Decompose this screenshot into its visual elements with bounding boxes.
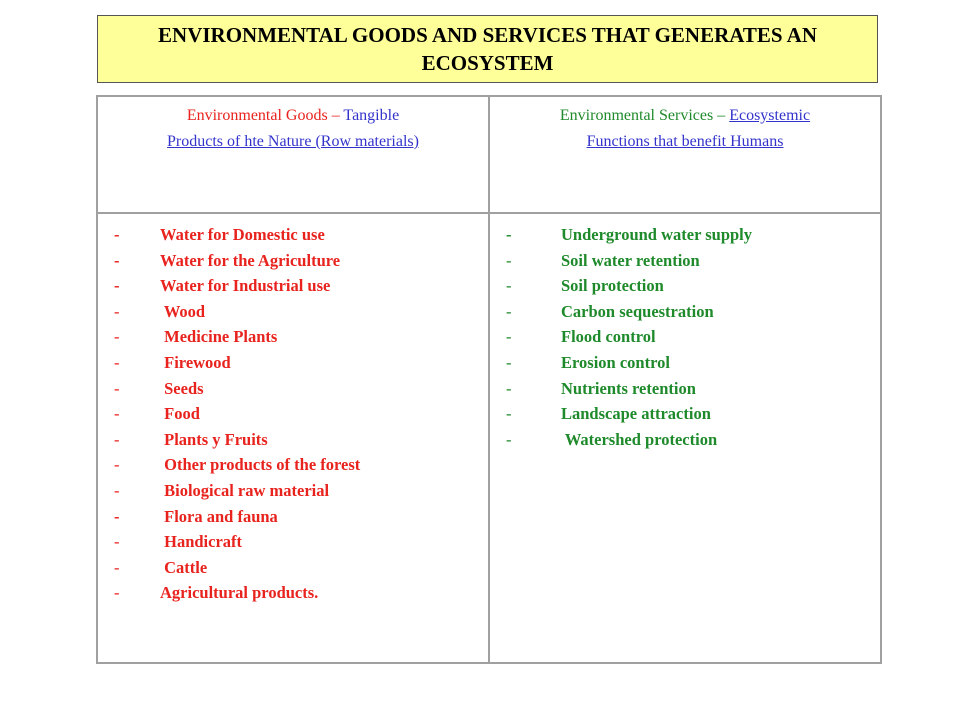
title-box	[97, 15, 878, 83]
goods-list-item	[114, 324, 488, 350]
goods-header-subtitle: Products of hte Nature (Row materials)	[167, 133, 419, 150]
goods-item-text: Water for Industrial use	[160, 276, 331, 296]
goods-list-item	[114, 504, 488, 530]
bullet-dash: -	[114, 480, 120, 500]
goods-item-text: Cattle	[160, 557, 208, 577]
goods-list-item	[114, 248, 488, 274]
bullet-dash: -	[506, 276, 512, 296]
bullet-dash: -	[114, 532, 120, 552]
bullet-dash: -	[114, 250, 120, 270]
services-list-item	[506, 350, 880, 376]
services-item-text: Landscape attraction	[561, 404, 711, 424]
services-item-text: Soil water retention	[561, 250, 700, 270]
services-list-cell	[489, 213, 881, 663]
goods-item-text: Food	[160, 404, 200, 424]
goods-list-cell	[97, 213, 489, 663]
bullet-dash: -	[506, 225, 512, 244]
goods-list-item	[114, 273, 488, 299]
services-header-title: Environmental Services –	[559, 107, 730, 124]
goods-header-title: Environmental Goods	[186, 107, 328, 124]
services-list-item	[506, 427, 880, 453]
goods-item-text: Other products of the forest	[160, 455, 361, 475]
bullet-dash: -	[506, 250, 512, 270]
header-row	[97, 96, 881, 213]
goods-item-text: Wood	[160, 301, 206, 321]
page-title-line1: ENVIRONMENTAL GOODS AND SERVICES THAT GENERATES AN	[158, 23, 817, 47]
services-item-text: Flood control	[561, 327, 656, 347]
services-header-ecosystemic: Ecosystemic	[729, 107, 811, 124]
goods-list-item	[114, 222, 488, 248]
page-title	[158, 21, 817, 77]
content-row	[97, 213, 881, 663]
goods-list-item	[114, 580, 488, 606]
bullet-dash: -	[506, 429, 512, 449]
goods-item-text: Flora and fauna	[160, 506, 278, 526]
goods-list-item	[114, 555, 488, 581]
services-list-item	[506, 376, 880, 402]
goods-list-item	[114, 478, 488, 504]
goods-item-text: Agricultural products.	[160, 583, 319, 603]
bullet-dash: -	[114, 276, 120, 296]
goods-list-item	[114, 452, 488, 478]
goods-item-text: Water for Domestic use	[160, 225, 325, 244]
goods-item-text: Medicine Plants	[160, 327, 278, 347]
bullet-dash: -	[506, 301, 512, 321]
services-item-text: Underground water supply	[561, 225, 753, 244]
services-item-text: Carbon sequestration	[561, 301, 714, 321]
goods-header-tangible: Tangible	[343, 107, 400, 124]
page-title-line2: ECOSYSTEM	[421, 51, 554, 75]
goods-list-item	[114, 376, 488, 402]
bullet-dash: -	[114, 429, 120, 449]
services-item-text: Soil protection	[561, 276, 664, 296]
goods-item-text: Handicraft	[160, 532, 243, 552]
goods-services-table	[96, 95, 882, 664]
goods-header-dash: –	[327, 107, 344, 124]
goods-header-cell	[97, 96, 489, 213]
goods-list-item	[114, 299, 488, 325]
services-header-subtitle: Functions that benefit Humans	[586, 133, 784, 150]
goods-list-item	[114, 401, 488, 427]
services-header-cell	[489, 96, 881, 213]
services-list-item	[506, 273, 880, 299]
bullet-dash: -	[114, 327, 120, 347]
services-list-item	[506, 324, 880, 350]
bullet-dash: -	[114, 378, 120, 398]
bullet-dash: -	[114, 225, 120, 244]
bullet-dash: -	[114, 352, 120, 372]
goods-item-text: Biological raw material	[160, 480, 330, 500]
goods-list	[98, 214, 488, 606]
bullet-dash: -	[114, 301, 120, 321]
goods-item-text: Seeds	[160, 378, 204, 398]
goods-item-text: Water for the Agriculture	[160, 250, 341, 270]
goods-list-item	[114, 529, 488, 555]
bullet-dash: -	[506, 404, 512, 424]
bullet-dash: -	[114, 506, 120, 526]
bullet-dash: -	[114, 583, 120, 603]
bullet-dash: -	[506, 352, 512, 372]
bullet-dash: -	[114, 455, 120, 475]
goods-item-text: Plants y Fruits	[160, 429, 268, 449]
services-list-item	[506, 248, 880, 274]
services-item-text: Erosion control	[561, 352, 670, 372]
goods-list-item	[114, 350, 488, 376]
services-list-item	[506, 299, 880, 325]
bullet-dash: -	[114, 557, 120, 577]
services-item-text: Watershed protection	[561, 429, 718, 449]
services-list	[490, 214, 880, 452]
services-list-item	[506, 222, 880, 248]
services-item-text: Nutrients retention	[561, 378, 696, 398]
bullet-dash: -	[114, 404, 120, 424]
services-list-item	[506, 401, 880, 427]
goods-list-item	[114, 427, 488, 453]
bullet-dash: -	[506, 327, 512, 347]
bullet-dash: -	[506, 378, 512, 398]
goods-item-text: Firewood	[160, 352, 231, 372]
